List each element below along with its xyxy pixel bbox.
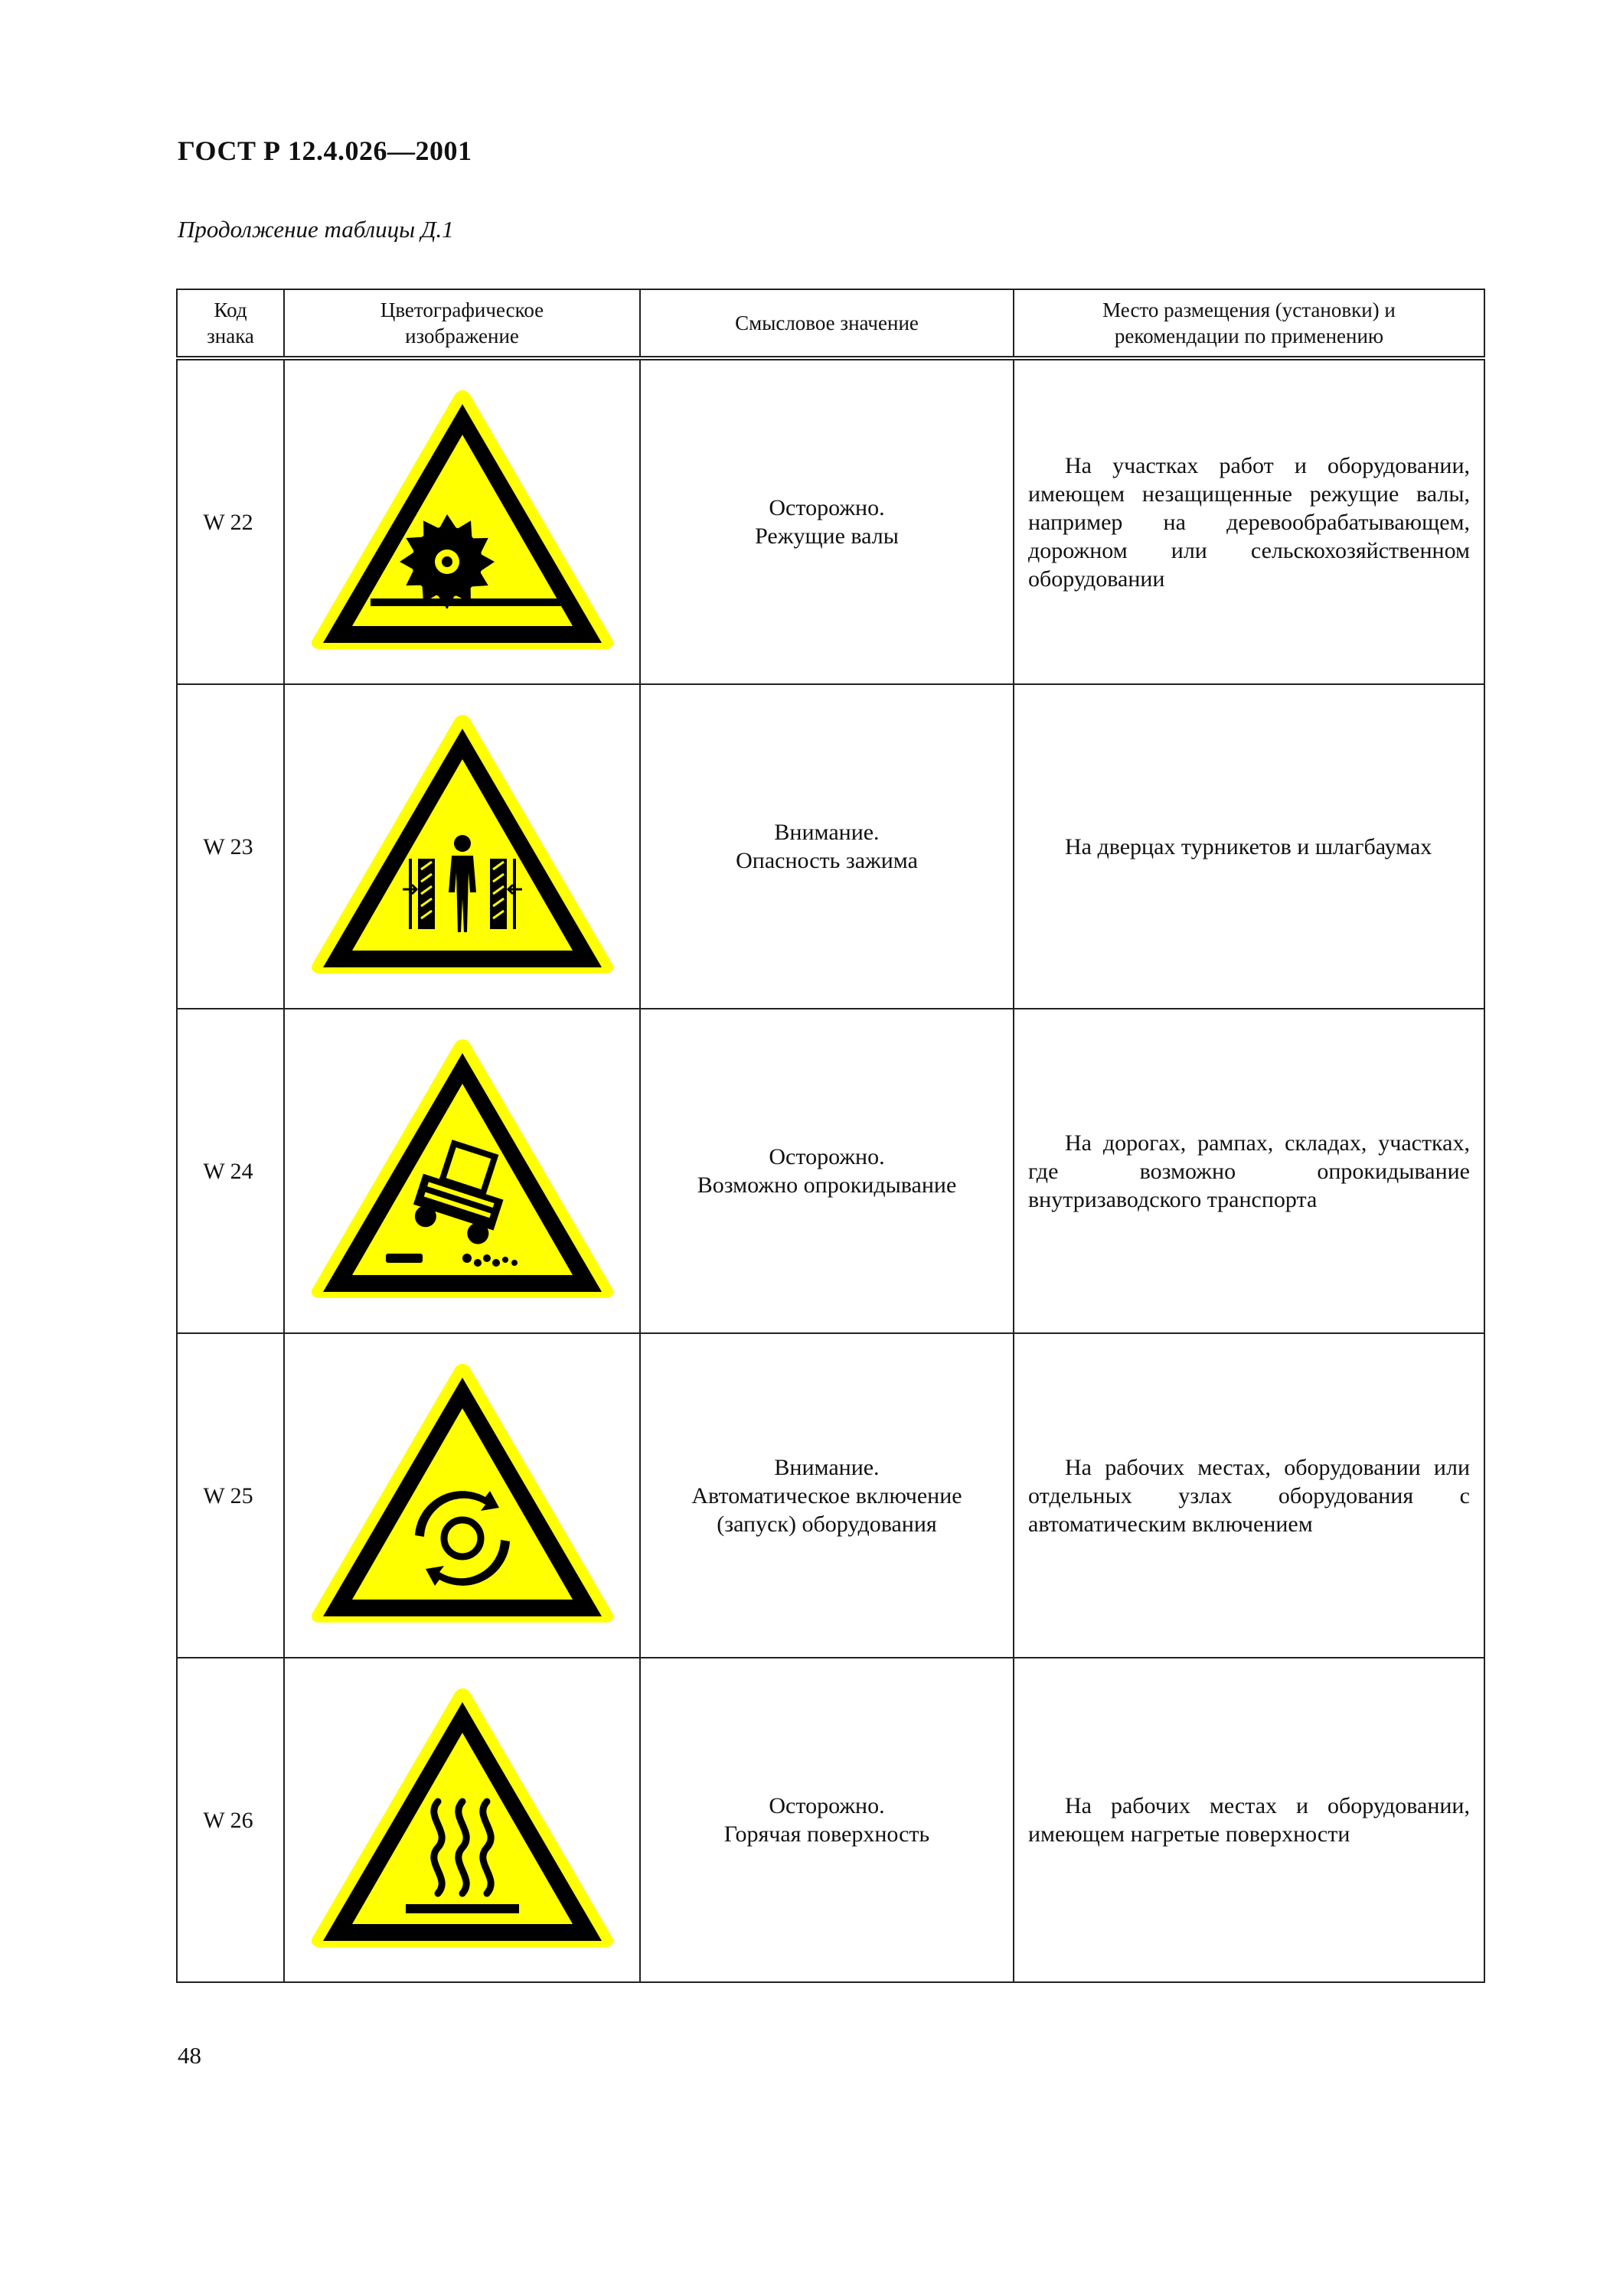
hot-surface-warning-icon [309, 1682, 616, 1958]
column-header-placement: Место размещения (установки) и рекомендации по применению [1014, 289, 1484, 358]
table-row [177, 1333, 1484, 1658]
sign-placement: На рабочих местах, оборудовании или отдельных узлах оборудования с автоматическим включением [1014, 1333, 1484, 1658]
sign-code: W 23 [177, 684, 284, 1009]
sign-image-cell [284, 358, 640, 684]
sign-image-cell [284, 1009, 640, 1333]
table-caption: Продолжение таблицы Д.1 [178, 216, 454, 243]
sign-meaning: Осторожно. Горячая поверхность [640, 1658, 1014, 1982]
sign-code: W 26 [177, 1658, 284, 1982]
warning-signs-table [176, 289, 1485, 1983]
table-row [177, 1009, 1484, 1333]
sign-image-cell [284, 684, 640, 1009]
automatic-start-warning-icon [309, 1358, 616, 1633]
sign-meaning: Осторожно. Возможно опрокидывание [640, 1009, 1014, 1333]
cutting-rollers-warning-icon [309, 384, 616, 660]
sign-placement: На дверцах турникетов и шлагбаумах [1014, 684, 1484, 1009]
column-header-code: Код знака [177, 289, 284, 358]
column-header-meaning: Смысловое значение [640, 289, 1014, 358]
document-title: ГОСТ Р 12.4.026—2001 [178, 135, 472, 166]
table-row [177, 358, 1484, 684]
sign-code: W 24 [177, 1009, 284, 1333]
sign-meaning: Внимание. Автоматическое включение (запуск) оборудования [640, 1333, 1014, 1658]
sign-image-cell [284, 1658, 640, 1982]
sign-placement: На участках работ и оборудовании, имеющем незащищенные режущие валы, например на деревообрабатывающем, дорожном или сельскохозяйственном оборудовании [1014, 358, 1484, 684]
page-number: 48 [178, 2042, 201, 2069]
sign-code: W 22 [177, 358, 284, 684]
forklift-overturn-warning-icon [309, 1033, 616, 1309]
sign-meaning: Осторожно. Режущие валы [640, 358, 1014, 684]
sign-image-cell [284, 1333, 640, 1658]
sign-placement: На рабочих местах и оборудовании, имеющем нагретые поверхности [1014, 1658, 1484, 1982]
sign-placement: На дорогах, рампах, складах, участках, где возможно опрокидывание внутризаводского транспорта [1014, 1009, 1484, 1333]
table-header-row [177, 289, 1484, 358]
table-row [177, 684, 1484, 1009]
sign-code: W 25 [177, 1333, 284, 1658]
column-header-image: Цветографическое изображение [284, 289, 640, 358]
crushing-hazard-warning-icon [309, 709, 616, 984]
table-row [177, 1658, 1484, 1982]
sign-meaning: Внимание. Опасность зажима [640, 684, 1014, 1009]
